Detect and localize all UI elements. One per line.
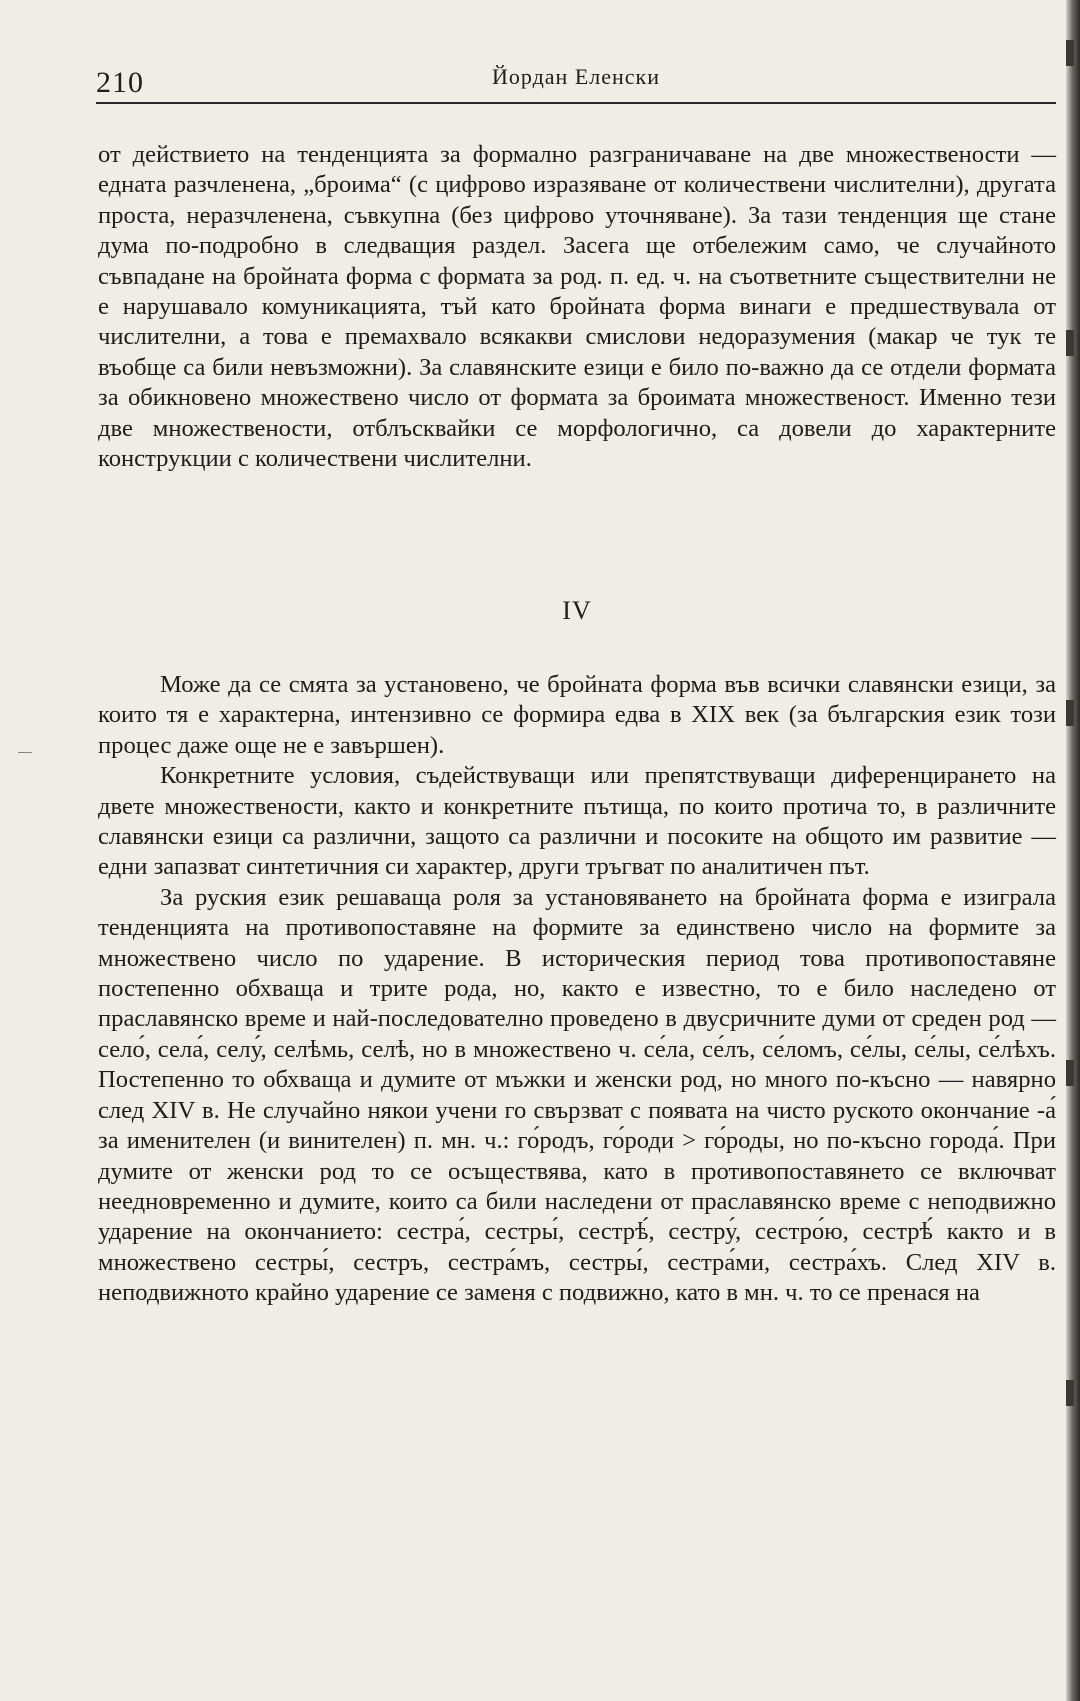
paragraph-text: от действието на тенденцията за формално разграничаване на две множествености — едната разчленена, „броима“ (с цифрово изразяване от количествени числителни), другата проста, неразчленена, съвкупна (без цифрово уточняване). За тази тенденция ще стане дума по-подробно в следващия раздел. Засега ще отбележим само, че случайното съвпадане на бройната форма с формата за род. п. ед. ч. на съответните съществителни не е нарушавало комуникацията, тъй като бройната форма винаги е предшествувала от числителни, а това е премахвало всякакви смислови недоразумения (макар че тук те въобще са били невъзможни). За славянските езици е било по-важно да се отдели формата за обикновено множествено число от формата за броимата множественост. Именно тези две множествености, отблъсквайки се морфологично, са довели до характерните конструкции с количествени числителни. [98,141,1056,473]
page-edge [1066,0,1080,1701]
paragraph-continuation [98,140,1056,474]
margin-mark [18,752,32,753]
section-heading: IV [562,596,592,625]
running-title: Йордан Еленски [491,64,660,89]
edge-mark [1066,1060,1074,1086]
section-body [98,670,1056,1309]
page-number: 210 [96,66,144,99]
paragraph-text: За руския език решаваща роля за установяването на бройната форма е изиграла тенденцията на противопоставяне на формите за единствено число на формите за множествено число по ударение. В историческия период това противопоставяне постепенно обхваща и трите рода, но, както е известно, то е било наследено от праславянско време и най-последователно проведено в двусричните думи от среден род — село́, села́, селу́, селѣмь, селѣ, но в множествено ч. се́ла, се́лъ, се́ломъ, се́лы, се́лы, се́лѣхъ. Постепенно то обхваща и думите от мъжки и женски род, но много по-късно — навярно след XIV в. Не случайно някои учени го свързват с появата на чисто руското окончание -а́ за именителен (и винителен) п. мн. ч.: го́родъ, го́роди > го́роды, но по-късно города́. При думите от женски род то се осъществява, като в противопоставянето се включват неедновременно и думите, които са били наследени от праславянско време с неподвижно ударение на окончанието: сестра́, сестры́, сестрѣ́, сестру́, сестро́ю, сестрѣ́ както и в множествено сестры́, сестръ, сестра́мъ, сестры́, сестра́ми, сестра́хъ. След XIV в. неподвижното крайно ударение се заменя с подвижно, като в мн. ч. то се пренася на [98,883,1056,1307]
edge-mark [1066,1380,1074,1406]
edge-mark [1066,40,1074,66]
header-rule [96,102,1056,104]
paragraph-text: Може да се смята за установено, че бройната форма във всички славянски езици, за които тя е характерна, интензивно се формира едва в XIX век (за българския език този процес даже още не е завършен). [98,671,1056,759]
edge-mark [1066,330,1074,356]
page-header [96,62,1056,102]
paragraph-text: Конкретните условия, съдействуващи или препятствуващи диференцирането на двете множествености, както и конкретните пътища, по които протича то, в различните славянски езици са различни, защото са различни и посоките на общото им развитие — едни запазват синтетичния си характер, други тръгват по аналитичен път. [98,762,1056,881]
edge-mark [1066,700,1074,726]
